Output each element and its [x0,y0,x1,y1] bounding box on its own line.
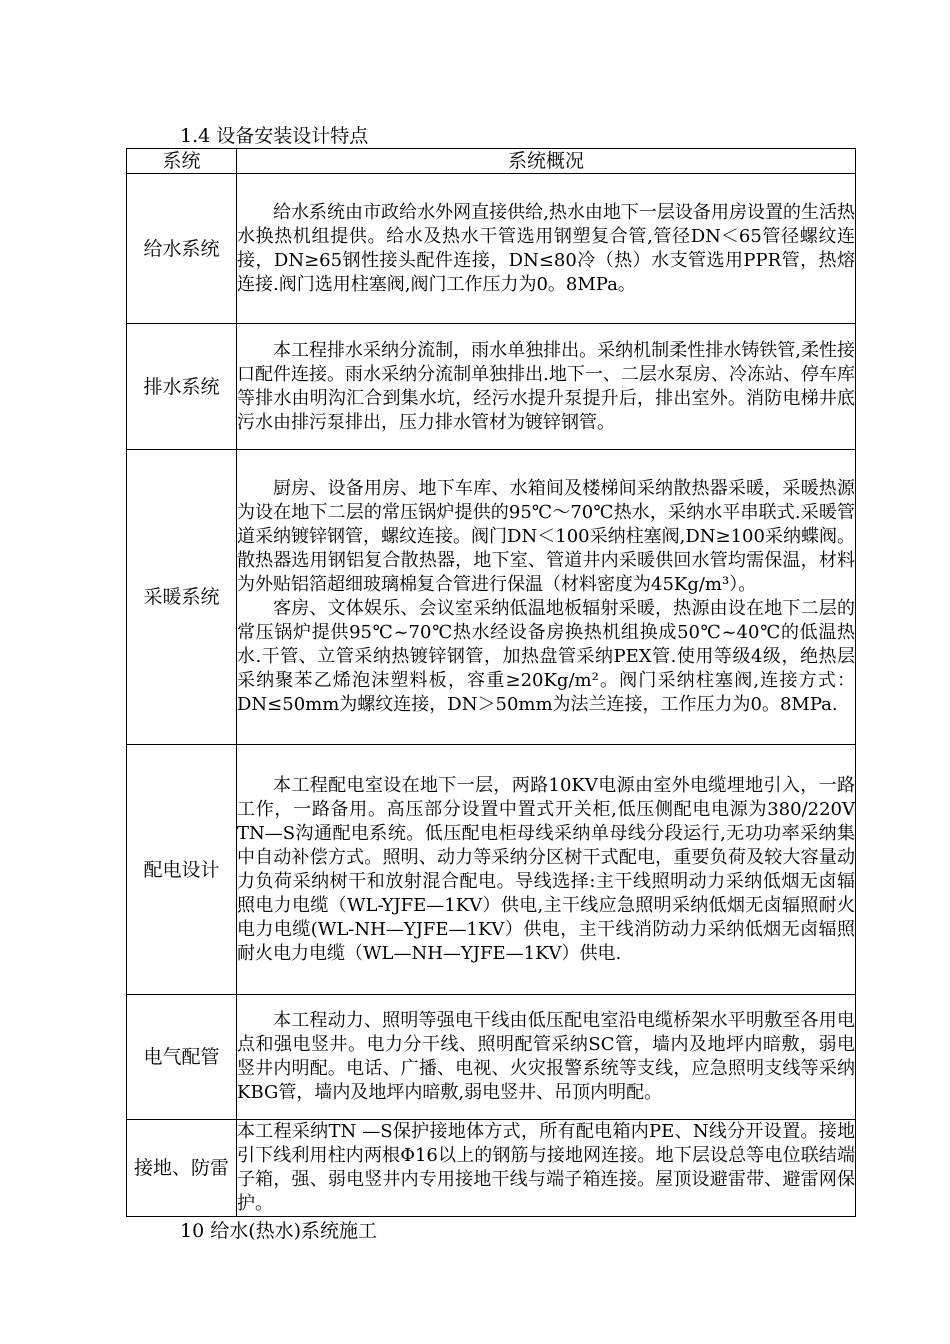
system-overview-table [126,148,856,1217]
table-row [127,174,856,324]
table-row [127,1120,856,1217]
row-system-name: 接地、防雷 [127,1120,237,1217]
row-system-name: 排水系统 [127,324,237,450]
row-system-description [237,174,856,324]
description-paragraph: 本工程排水采纳分流制，雨水单独排出。采纳机制柔性排水铸铁管,柔性接口配件连接。雨水采纳分流制单独排出.地下一、二层水泵房、冷冻站、停车库等排水由明沟汇合到集水坑，经污水提升泵提升后，排出室外。消防电梯井底污水由排污泵排出，压力排水管材为镀锌钢管。 [237,339,855,433]
description-paragraph: 本工程配电室设在地下一层，两路10KV电源由室外电缆埋地引入，一路工作，一路备用。高压部分设置中置式开关柜,低压侧配电电源为380/220V TN—S沟通配电系统。低压配电柜母线采纳单母线分段运行,无功功率采纳集中自动补偿方式。照明、动力等采纳分区树干式配电，重要负荷及较大容量动力负荷采纳树干和放射混合配电。导线选择:主干线照明动力采纳低烟无卤辐照电力电缆（WL-YJFE—1KV）供电,主干线应急照明采纳低烟无卤辐照耐火电力电缆(WL-NH—YJFE—1KV）供电，主干线消防动力采纳低烟无卤辐照耐火电力电缆（WL—NH—YJFE—1KV）供电. [237,774,855,964]
description-paragraph: 厨房、设备用房、地下车库、水箱间及楼梯间采纳散热器采暖，采暖热源为设在地下二层的常压锅炉提供的95℃～70℃热水，采纳水平串联式.采暖管道采纳镀锌钢管，螺纹连接。阀门DN＜100采纳柱塞阀,DN≥100采纳蝶阀。散热器选用钢铝复合散热器，地下室、管道井内采暖供回水管均需保温，材料为外贴铝箔超细玻璃棉复合管进行保温（材料密度为45Kg/m³）。 [237,478,855,595]
table-row [127,324,856,450]
row-system-name: 给水系统 [127,174,237,324]
row-system-name: 采暖系统 [127,450,237,745]
row-system-description [237,324,856,450]
row-system-name: 配电设计 [127,745,237,995]
header-overview: 系统概况 [237,149,856,174]
row-system-description [237,745,856,995]
row-system-description [237,450,856,745]
table-row [127,745,856,995]
header-system: 系统 [127,149,237,174]
table-row [127,995,856,1120]
row-system-name: 电气配管 [127,995,237,1120]
description-paragraph: 客房、文体娱乐、会议室采纳低温地板辐射采暖，热源由设在地下二层的常压锅炉提供95℃~70℃热水经设备房换热机组换成50℃~40℃的低温热水.干管、立管采纳热镀锌钢管，加热盘管采纳PEX管.使用等级4级，绝热层采纳聚苯乙烯泡沫塑料板，容重≥20Kg/m²。阀门采纳柱塞阀,连接方式：DN≤50mm为螺纹连接，DN＞50mm为法兰连接，工作压力为0。8MPa. [237,598,855,715]
description-paragraph: 给水系统由市政给水外网直接供给,热水由地下一层设备用房设置的生活热水换热机组提供。给水及热水干管选用钢塑复合管,管径DN＜65管径螺纹连接，DN≥65钢性接头配件连接，DN≤80冷（热）水支管选用PPR管，热熔连接.阀门选用柱塞阀,阀门工作压力为0。8MPa。 [237,201,855,295]
description-paragraph: 本工程采纳TN —S保护接地体方式，所有配电箱内PE、N线分开设置。接地引下线利用柱内两根Φ16以上的钢筋与接地网连接。地下层设总等电位联结端子箱，强、弱电竖井内专用接地干线与端子箱连接。屋顶设避雷带、避雷网保护。 [237,1121,855,1214]
description-paragraph: 本工程动力、照明等强电干线由低压配电室沿电缆桥架水平明敷至各用电点和强电竖井。电力分干线、照明配管采纳SC管，墙内及地坪内暗敷，弱电竖井内明配。电话、广播、电视、火灾报警系统等支线，应急照明支线等采纳KBG管，墙内及地坪内暗敷,弱电竖井、吊顶内明配。 [237,1010,855,1103]
table-row [127,450,856,745]
row-system-description [237,1120,856,1217]
next-section-heading: 10 给水(热水)系统施工 [180,1220,378,1242]
section-title: 1.4 设备安装设计特点 [180,125,369,147]
table-header-row [127,149,856,174]
row-system-description [237,995,856,1120]
